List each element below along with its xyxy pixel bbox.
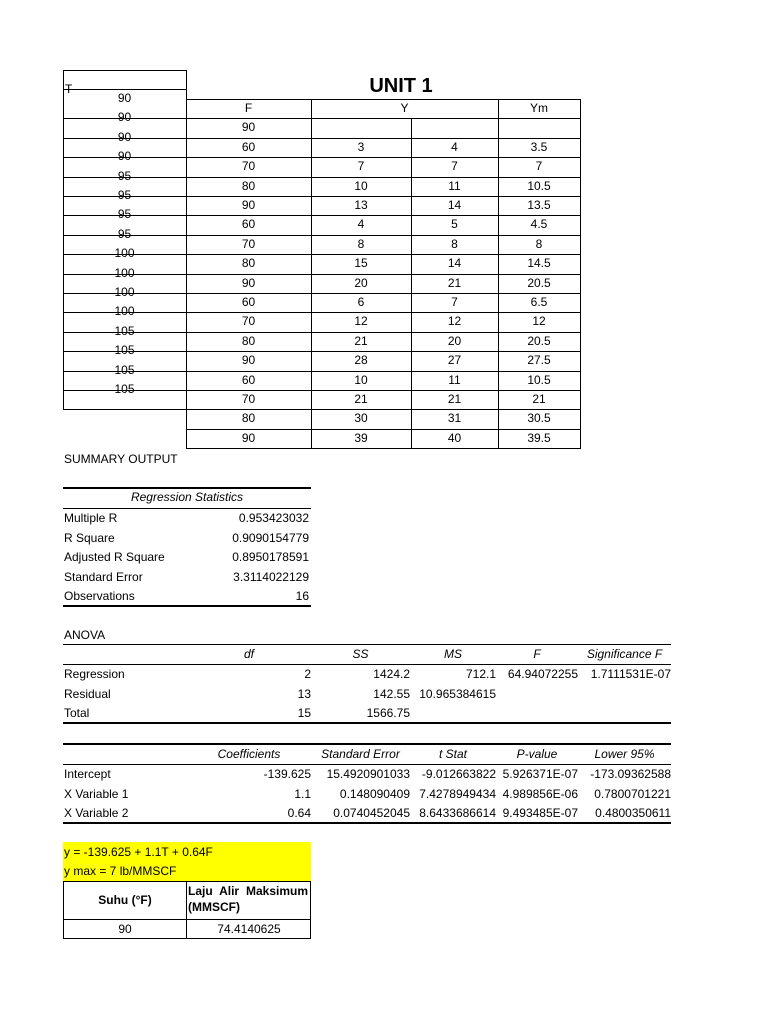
result-header-laju: Laju Alir Maksimum (MMSCF) <box>188 884 308 914</box>
y1-value: 39 <box>354 431 368 445</box>
anova-value: 15 <box>297 706 311 720</box>
f-value: 60 <box>241 295 256 309</box>
result-value-laju: 74.4140625 <box>217 922 281 936</box>
grid-line <box>63 722 671 724</box>
regression-statistics-title: Regression Statistics <box>130 490 244 504</box>
grid-line <box>186 448 581 449</box>
y2-value: 20 <box>447 334 462 348</box>
anova-row-label: Regression <box>64 667 125 681</box>
anova-value: 1.7111531E-07 <box>590 667 671 681</box>
ym-value: 20.5 <box>527 276 551 290</box>
y1-value: 20 <box>354 276 368 290</box>
coefficient-value: -139.625 <box>263 767 311 781</box>
f-value: 70 <box>241 314 256 328</box>
result-header-suhu: Suhu (°F) <box>98 893 152 907</box>
y1-value: 21 <box>354 392 368 406</box>
coefficients-header: Coefficients <box>217 747 281 761</box>
anova-value: 1424.2 <box>373 667 410 681</box>
anova-header: MS <box>444 647 462 661</box>
ym-value: 6.5 <box>530 295 548 309</box>
t-value: 100 <box>114 246 135 260</box>
f-value: 80 <box>241 411 256 425</box>
ym-value: 4.5 <box>530 217 548 231</box>
ym-value: 8 <box>535 237 543 251</box>
t-value: 105 <box>114 382 135 396</box>
anova-value: 142.55 <box>373 687 410 701</box>
coefficients-header: Standard Error <box>321 747 400 761</box>
coefficient-row-label: X Variable 1 <box>64 787 129 801</box>
ym-value: 27.5 <box>527 353 551 367</box>
coefficient-value: 0.148090409 <box>339 787 410 801</box>
f-value: 90 <box>241 431 256 445</box>
f-value: 60 <box>241 217 256 231</box>
ym-value: 30.5 <box>527 411 551 425</box>
regression-equation: y = -139.625 + 1.1T + 0.64F <box>64 845 213 859</box>
f-value: 80 <box>241 334 256 348</box>
header-f: F <box>244 101 253 115</box>
y2-value: 11 <box>448 373 461 387</box>
f-value: 90 <box>241 276 256 290</box>
anova-value: 64.94072255 <box>507 667 578 681</box>
y2-value: 14 <box>447 198 462 212</box>
f-value: 90 <box>241 120 256 134</box>
ym-value: 3.5 <box>530 140 548 154</box>
stat-label: R Square <box>64 531 115 545</box>
coefficient-value: 15.4920901033 <box>326 767 410 781</box>
anova-value: 712.1 <box>465 667 496 681</box>
t-value: 95 <box>117 207 132 221</box>
t-value: 90 <box>117 91 132 105</box>
coefficient-value: 4.989856E-06 <box>502 787 578 801</box>
ym-value: 20.5 <box>527 334 551 348</box>
summary-output-label: SUMMARY OUTPUT <box>64 452 178 466</box>
f-value: 60 <box>241 140 256 154</box>
coefficient-value: -173.09362588 <box>590 767 671 781</box>
y2-value: 12 <box>447 314 462 328</box>
anova-value: 1566.75 <box>366 706 410 720</box>
grid-line <box>63 822 671 824</box>
t-value: 100 <box>114 285 135 299</box>
y1-value: 6 <box>357 295 365 309</box>
y2-value: 5 <box>451 217 458 231</box>
coefficient-value: 0.64 <box>287 806 311 820</box>
t-value: 100 <box>114 304 135 318</box>
header-y: Y <box>400 101 409 115</box>
coefficient-value: 7.4278949434 <box>419 787 496 801</box>
ym-value: 10.5 <box>527 179 551 193</box>
unit-title: UNIT 1 <box>369 75 433 97</box>
y1-value: 10 <box>354 179 368 193</box>
coefficient-value: 0.4800350611 <box>595 806 671 820</box>
grid-line <box>580 99 581 448</box>
y2-value: 27 <box>447 353 462 367</box>
ym-value: 12 <box>532 314 546 328</box>
ymax-label: y max = 7 lb/MMSCF <box>64 864 177 878</box>
stat-label: Observations <box>64 589 135 603</box>
f-value: 80 <box>241 256 256 270</box>
y2-value: 8 <box>451 237 458 251</box>
t-value: 95 <box>117 169 132 183</box>
y1-value: 3 <box>357 140 365 154</box>
anova-value: 10.965384615 <box>419 687 496 701</box>
coefficient-value: 5.926371E-07 <box>502 767 578 781</box>
stat-label: Multiple R <box>64 511 118 525</box>
grid-line <box>63 605 311 607</box>
t-value: 95 <box>117 188 132 202</box>
coefficient-row-label: X Variable 2 <box>64 806 129 820</box>
f-value: 90 <box>241 353 256 367</box>
ym-value: 21 <box>532 392 546 406</box>
coefficients-header: t Stat <box>438 747 467 761</box>
result-value-suhu: 90 <box>118 922 132 936</box>
grid-line <box>63 409 187 410</box>
stat-value: 3.3114022129 <box>233 570 309 584</box>
t-value: 90 <box>117 110 132 124</box>
y1-value: 28 <box>354 353 368 367</box>
stat-value: 0.9090154779 <box>232 531 309 545</box>
coefficients-header: P-value <box>516 747 558 761</box>
y1-value: 4 <box>357 217 365 231</box>
y1-value: 12 <box>354 314 368 328</box>
t-value: 105 <box>114 343 135 357</box>
y2-value: 4 <box>451 140 458 154</box>
t-value: 100 <box>114 266 135 280</box>
stat-value: 0.953423032 <box>238 511 309 525</box>
stat-value: 16 <box>295 589 309 603</box>
ym-value: 39.5 <box>527 431 551 445</box>
f-value: 70 <box>241 392 256 406</box>
y1-value: 8 <box>357 237 365 251</box>
y1-value: 15 <box>354 256 368 270</box>
anova-header: df <box>243 647 254 661</box>
t-value: 95 <box>117 227 132 241</box>
y2-value: 21 <box>447 276 462 290</box>
coefficient-value: -9.012663822 <box>421 767 496 781</box>
y2-value: 7 <box>451 159 458 173</box>
coefficient-value: 0.7800701221 <box>594 787 671 801</box>
anova-label: ANOVA <box>64 628 106 642</box>
y2-value: 21 <box>447 392 462 406</box>
y1-value: 10 <box>354 373 368 387</box>
y1-value: 7 <box>357 159 365 173</box>
stat-value: 0.8950178591 <box>232 550 309 564</box>
grid-line <box>63 70 187 71</box>
anova-value: 13 <box>297 687 311 701</box>
t-value: 105 <box>114 324 135 338</box>
y2-value: 11 <box>448 179 461 193</box>
y2-value: 31 <box>447 411 462 425</box>
f-value: 80 <box>241 179 256 193</box>
ym-value: 13.5 <box>527 198 551 212</box>
coefficient-value: 8.6433686614 <box>419 806 496 820</box>
anova-header: F <box>533 647 541 661</box>
stat-label: Standard Error <box>64 570 143 584</box>
y1-value: 21 <box>354 334 368 348</box>
anova-row-label: Residual <box>64 687 111 701</box>
ym-value: 7 <box>535 159 543 173</box>
y1-value: 13 <box>354 198 368 212</box>
t-value: 90 <box>117 149 132 163</box>
t-value: 90 <box>117 130 132 144</box>
f-value: 90 <box>241 198 256 212</box>
coefficients-header: Lower 95% <box>594 747 655 761</box>
anova-header: Significance F <box>586 647 663 661</box>
coefficient-value: 1.1 <box>294 787 311 801</box>
ym-value: 14.5 <box>527 256 551 270</box>
y1-value: 30 <box>354 411 368 425</box>
anova-header: SS <box>352 647 369 661</box>
coefficient-row-label: Intercept <box>64 767 111 781</box>
ym-value: 10.5 <box>527 373 551 387</box>
header-ym: Ym <box>530 101 548 115</box>
y2-value: 14 <box>447 256 462 270</box>
f-value: 70 <box>241 159 256 173</box>
coefficient-value: 0.0740452045 <box>333 806 410 820</box>
t-value: 105 <box>114 363 135 377</box>
f-value: 60 <box>241 373 256 387</box>
stat-label: Adjusted R Square <box>64 550 165 564</box>
anova-row-label: Total <box>64 706 90 720</box>
y2-value: 7 <box>451 295 458 309</box>
y2-value: 40 <box>447 431 462 445</box>
f-value: 70 <box>241 237 256 251</box>
anova-value: 2 <box>304 667 311 681</box>
coefficient-value: 9.493485E-07 <box>502 806 578 820</box>
